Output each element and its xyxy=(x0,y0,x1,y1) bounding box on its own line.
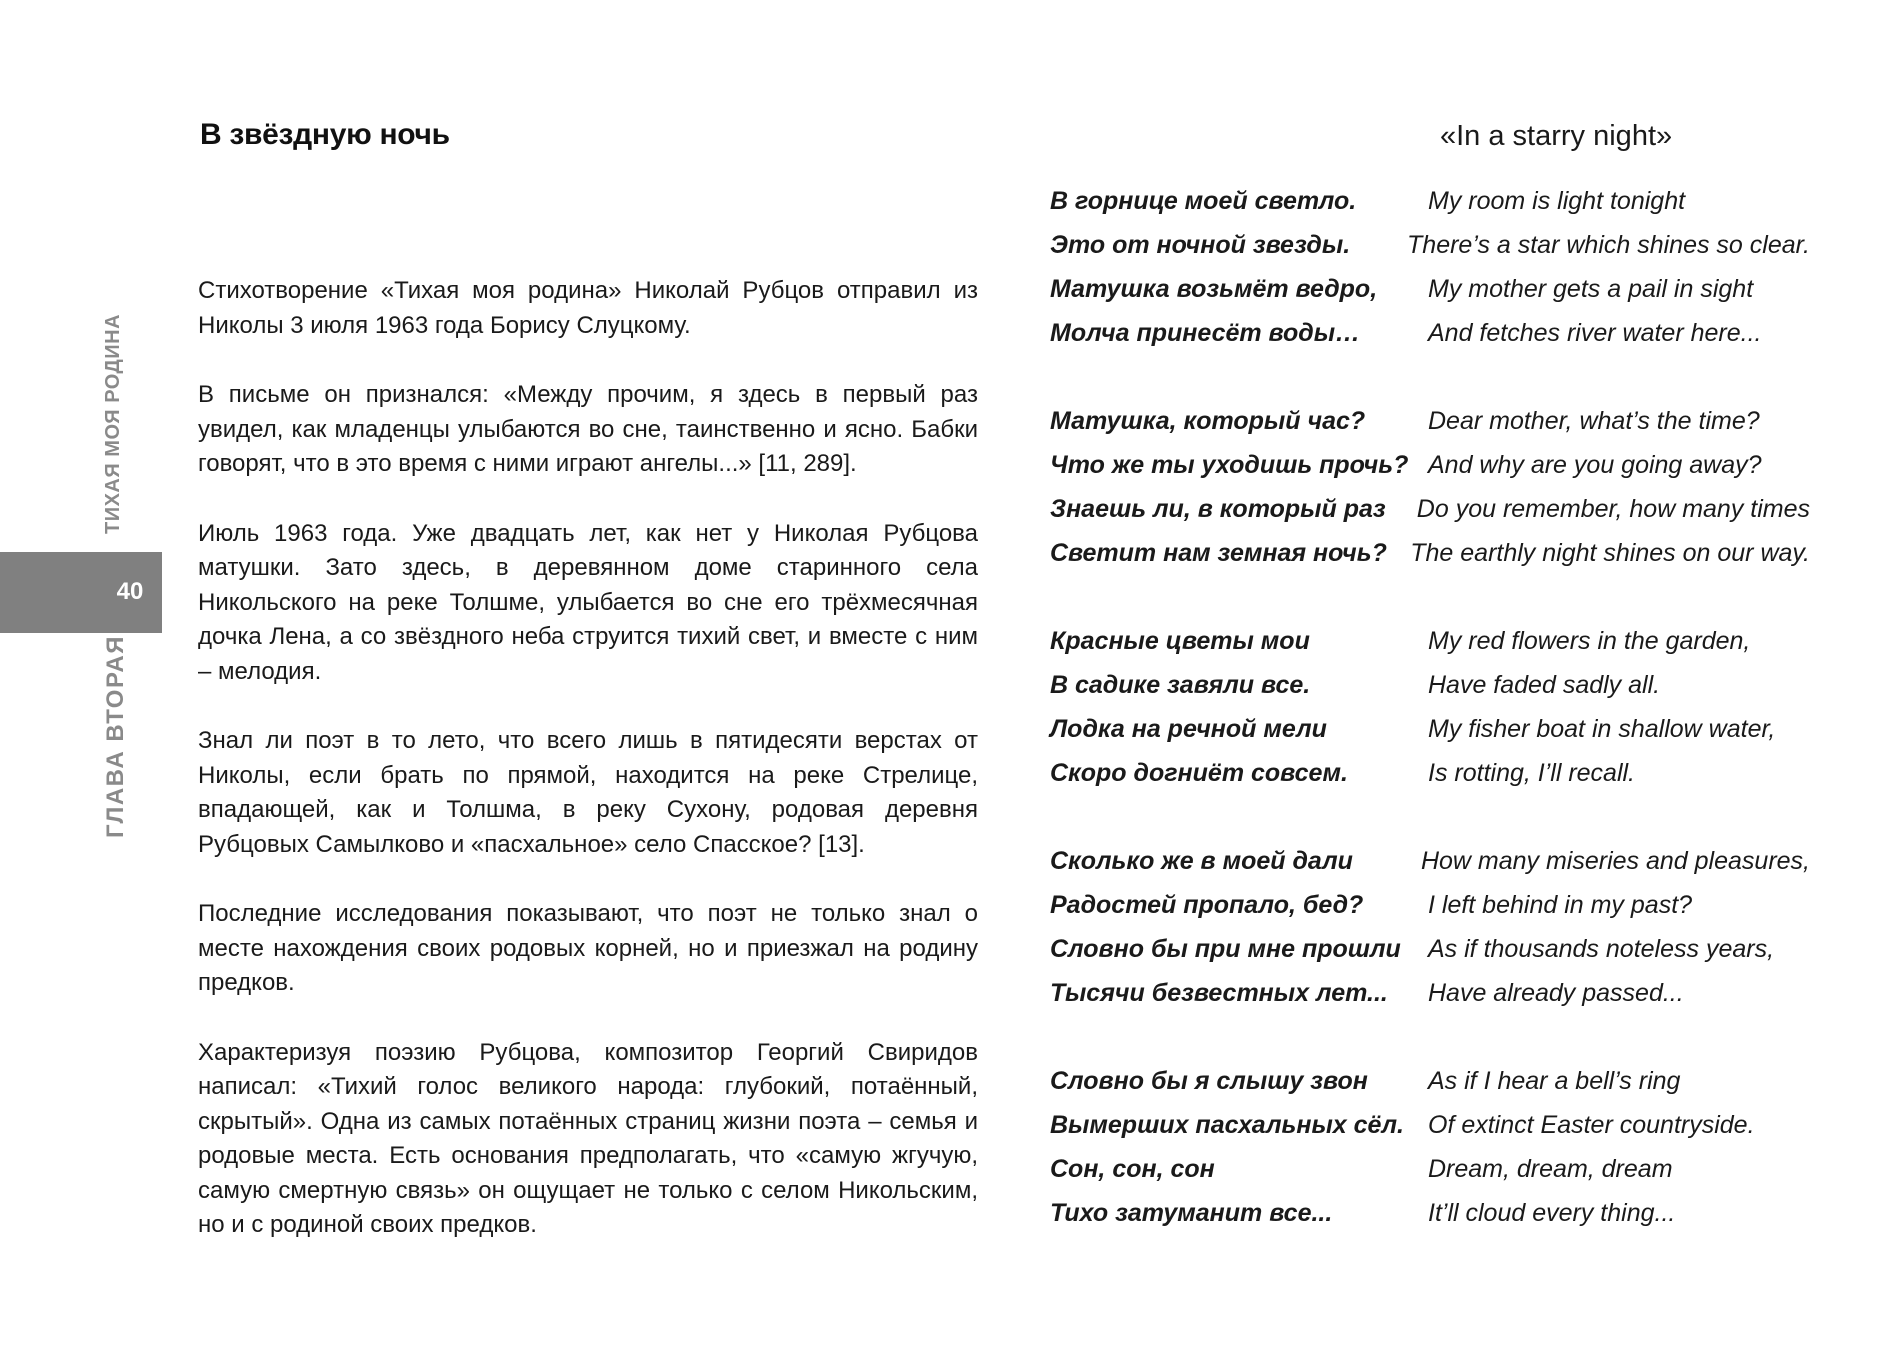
poem-line xyxy=(1050,399,1810,443)
poem-line-ru: Что же ты уходишь прочь? xyxy=(1050,451,1409,479)
poem-line-ru: Словно бы при мне прошли xyxy=(1050,935,1401,963)
poem-line-ru: Матушка возьмёт ведро, xyxy=(1050,275,1378,303)
article-paragraph: Характеризуя поэзию Рубцова, композитор Георгий Свиридов написал: «Тихий голос великого народа: глубокий, потаённый, скрытый». Одна из самых потаённых страниц жизни поэта – семья и родовые места. Есть основания предполагать, что «самую жгучую, самую смертную связь» он ощущает не только с селом Никольским, но и с родиной своих предков. xyxy=(198,1038,978,1238)
poem-line-ru: В садике завяли все. xyxy=(1050,671,1311,699)
poem-line xyxy=(1050,223,1810,267)
poem-line-ru: Словно бы я слышу звон xyxy=(1050,1067,1368,1095)
chapter-label: ГЛАВА ВТОРАЯ xyxy=(102,635,129,838)
poem-line-en: Have already passed... xyxy=(1428,979,1684,1007)
poem-line-en: My room is light tonight xyxy=(1428,187,1686,215)
poem-line-en: My mother gets a pail in sight xyxy=(1428,275,1754,303)
poem-line-ru: Вымерших пасхальных сёл. xyxy=(1050,1111,1404,1139)
poem-line-ru: Матушка, который час? xyxy=(1050,407,1366,435)
poem-line-en: And why are you going away? xyxy=(1428,451,1762,479)
article-paragraph: В письме он признался: «Между прочим, я здесь в первый раз увидел, как младенцы улыбаются во сне, таинственно и ясно. Бабки говорят, что в это время с ними играют ангелы...» [11, 289]. xyxy=(198,381,978,477)
poem-line-en: The earthly night shines on our way. xyxy=(1410,539,1810,567)
poem-title-en: «In a starry night» xyxy=(1440,120,1673,152)
poem-line xyxy=(1050,619,1810,663)
poem-stanza xyxy=(1050,1059,1810,1235)
page-number: 40 xyxy=(116,578,144,605)
poem-line xyxy=(1050,971,1810,1015)
article-title: В звёздную ночь xyxy=(200,118,450,151)
poem-line-en: How many miseries and pleasures, xyxy=(1420,847,1810,875)
poem-line-en: Have faded sadly all. xyxy=(1428,671,1661,699)
poem-line-en: Dear mother, what’s the time? xyxy=(1428,407,1760,435)
poem-line-ru: Это от ночной звезды. xyxy=(1050,231,1351,259)
poem-line xyxy=(1050,1191,1810,1235)
poem-stanza xyxy=(1050,619,1810,795)
article-paragraph: Последние исследования показывают, что поэт не только знал о месте нахождения своих родовых корней, но и приезжал на родину предков. xyxy=(198,900,978,996)
poem-line-ru: Красные цветы мои xyxy=(1050,627,1310,655)
poem-line-en: My red flowers in the garden, xyxy=(1428,627,1751,655)
poem-line xyxy=(1050,883,1810,927)
poem-line-en: Dream, dream, dream xyxy=(1428,1155,1673,1183)
poem-line-ru: Тихо затуманит все... xyxy=(1050,1199,1333,1227)
poem-stanza xyxy=(1050,179,1810,355)
article-paragraph: Стихотворение «Тихая моя родина» Николай Рубцов отправил из Николы 3 июля 1963 года Борису Слуцкому. xyxy=(198,277,978,339)
poem-line-ru: Радостей пропало, бед? xyxy=(1050,891,1364,919)
poem-line-ru: Светит нам земная ночь? xyxy=(1050,539,1387,567)
running-head: ТИХАЯ МОЯ РОДИНА xyxy=(102,313,124,534)
poem-line xyxy=(1050,531,1810,575)
poem-line-en: As if I hear a bell’s ring xyxy=(1428,1067,1681,1095)
poem-line xyxy=(1050,751,1810,795)
poem-line xyxy=(1050,1103,1810,1147)
poem-line-en: It’ll cloud every thing... xyxy=(1428,1199,1676,1227)
article-paragraph: Июль 1963 года. Уже двадцать лет, как нет у Николая Рубцова матушки. Зато здесь, в деревянном доме старинного села Никольского на реке Толшме, улыбается во сне его трёхмесячная дочка Лена, а со звёздного неба струится тихий свет, и вместе с ним – мелодия. xyxy=(198,519,978,685)
poem-line xyxy=(1050,487,1810,531)
poem-line-en: Is rotting, I’ll recall. xyxy=(1428,759,1636,787)
poem-line xyxy=(1050,707,1810,751)
poem-line xyxy=(1050,663,1810,707)
poem-line-ru: Тысячи безвестных лет... xyxy=(1050,979,1388,1007)
poem-line-ru: Сколько же в моей дали xyxy=(1050,847,1353,875)
poem-line-ru: Знаешь ли, в который раз xyxy=(1050,495,1386,523)
article-body xyxy=(198,274,978,1278)
poem-line-ru: Молча принесёт воды… xyxy=(1050,319,1361,347)
poem-line-en: As if thousands noteless years, xyxy=(1428,935,1775,963)
poem-line-ru: Лодка на речной мели xyxy=(1050,715,1327,743)
poem-line-en: My fisher boat in shallow water, xyxy=(1428,715,1776,743)
poem-line xyxy=(1050,1147,1810,1191)
poem-line xyxy=(1050,1059,1810,1103)
poem-line-en: I left behind in my past? xyxy=(1428,891,1693,919)
poem-line xyxy=(1050,927,1810,971)
poem-stanza xyxy=(1050,839,1810,1015)
poem-line xyxy=(1050,311,1810,355)
poem-line xyxy=(1050,839,1810,883)
poem-line-ru: В горнице моей светло. xyxy=(1050,187,1357,215)
article-paragraph: Знал ли поэт в то лето, что всего лишь в пятидесяти верстах от Николы, если брать по прямой, находится на реке Стрелице, впадающей, как и Толшма, в реку Сухону, родовая деревня Рубцовых Самылково и «пасхальное» село Спасское? [13]. xyxy=(198,727,978,858)
poem-line-en: Do you remember, how many times xyxy=(1416,495,1810,523)
poem-stanza xyxy=(1050,399,1810,575)
poem-line-en: And fetches river water here... xyxy=(1428,319,1762,347)
poem-line-ru: Скоро догниёт совсем. xyxy=(1050,759,1348,787)
poem-line-en: There’s a star which shines so clear. xyxy=(1407,231,1810,259)
poem-line xyxy=(1050,267,1810,311)
poem-line-en: Of extinct Easter countryside. xyxy=(1428,1111,1755,1139)
poem-line xyxy=(1050,443,1810,487)
poem-line-ru: Сон, сон, сон xyxy=(1050,1155,1215,1183)
poem-line xyxy=(1050,179,1810,223)
